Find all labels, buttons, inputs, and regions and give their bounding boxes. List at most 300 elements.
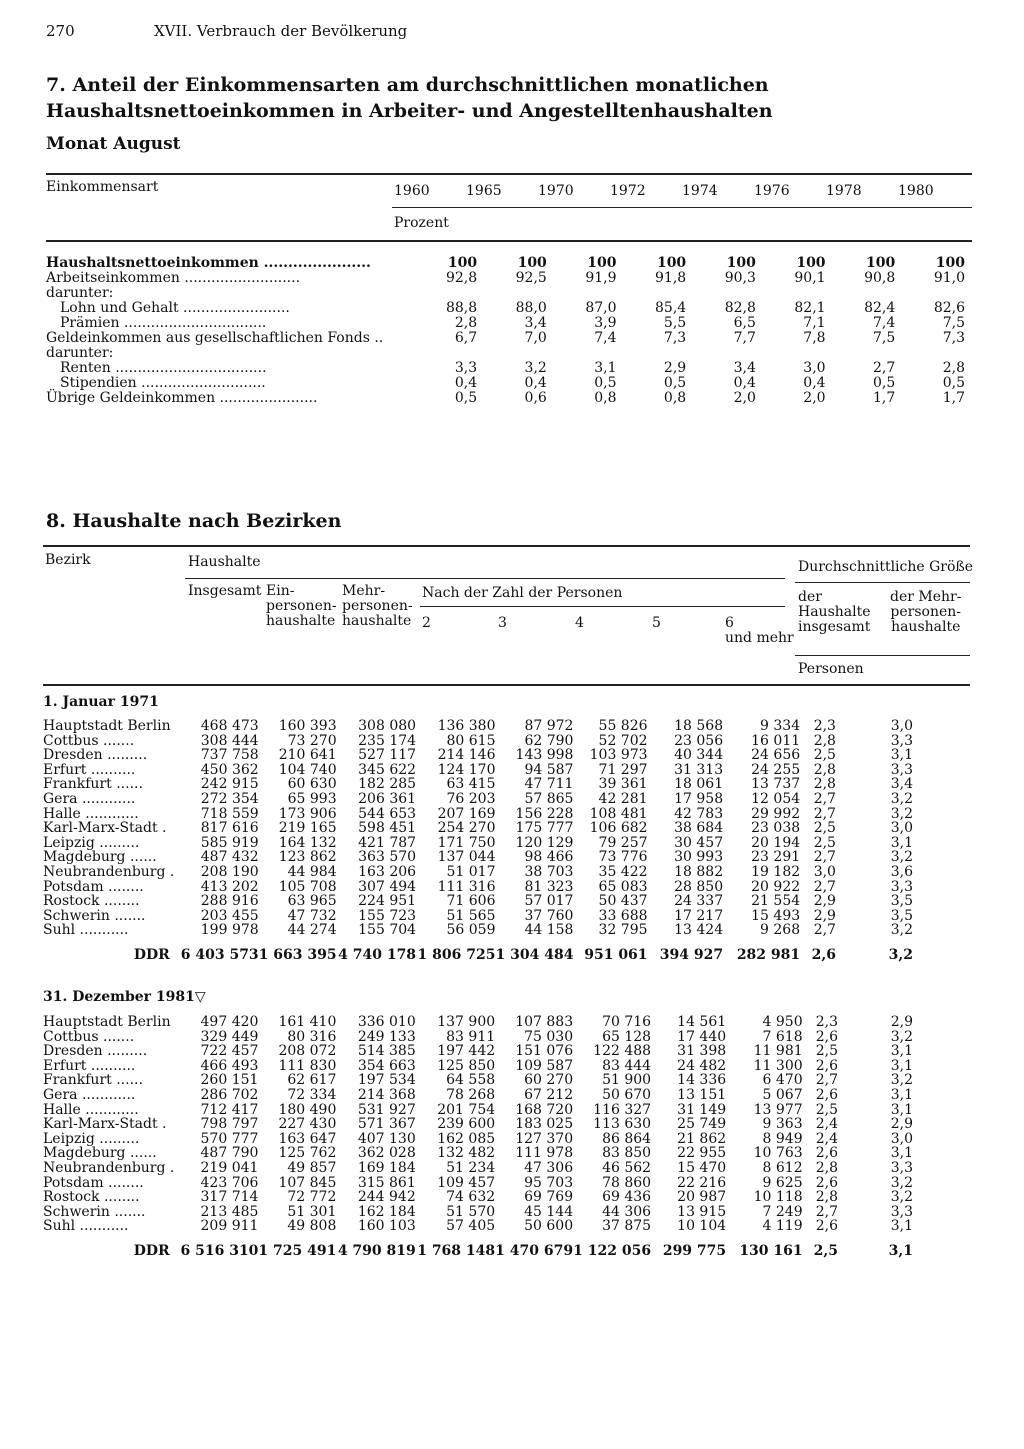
table7-cell: 7,5 [872, 330, 896, 346]
table8-cell: 107 845 [278, 1174, 337, 1191]
table8-cell: 9 268 [760, 922, 801, 939]
table8-cell: 317 714 [200, 1189, 259, 1206]
table8-cell: 78 268 [446, 1086, 496, 1103]
table8-cell: 162 184 [357, 1203, 416, 1220]
table8-bezirk-name: Schwerin ....... [43, 907, 146, 924]
table8-cell: 12 054 [751, 790, 801, 807]
table8-unit-personen: Personen [798, 661, 864, 677]
table8-cell: 24 255 [751, 761, 801, 778]
table8-cell: 3,1 [890, 834, 913, 851]
table8-cell: 1 806 725 [417, 946, 496, 963]
table8-cell: 3,0 [813, 863, 836, 880]
table8-row [43, 1015, 913, 1030]
table8-cell: 208 072 [278, 1043, 337, 1060]
table8-row [43, 1073, 913, 1088]
table7-header-rule [46, 240, 972, 242]
table8-cell: 51 900 [602, 1072, 652, 1089]
table8-cell: 29 992 [751, 805, 801, 822]
table8-cell: 260 151 [200, 1072, 259, 1089]
table8-cell: 171 750 [437, 834, 496, 851]
table8-cell: 2,4 [815, 1116, 839, 1133]
table8-cell: 718 559 [200, 805, 259, 822]
table7-cell: 82,6 [933, 300, 965, 316]
table7-cell: 88,0 [515, 300, 547, 316]
table7-cell: 100 [935, 255, 965, 271]
table7-cell: 100 [656, 255, 687, 271]
table8-cell: 2,5 [815, 1043, 839, 1060]
table7-year-1960: 1960 [394, 183, 430, 199]
table8-cell: 69 436 [602, 1189, 652, 1206]
table8-cell: 227 430 [278, 1116, 337, 1133]
table8-cell: 44 274 [287, 922, 337, 939]
table8-cell: 336 010 [357, 1014, 416, 1030]
table8-cell: 182 285 [358, 776, 417, 793]
table8-cell: 15 493 [751, 907, 801, 924]
table8-cell: 107 883 [515, 1014, 574, 1030]
table7-year-1965: 1965 [466, 183, 502, 199]
table7-cell: 91,8 [655, 270, 687, 286]
table8-cell: 160 103 [357, 1218, 416, 1235]
table8-cell: 60 630 [287, 776, 337, 793]
table8-cell: 23 291 [751, 849, 801, 866]
table8-cell: 3,1 [890, 1086, 913, 1103]
table8-persons-5: 5 [652, 615, 661, 631]
table8-persons-6: 6 und mehr [725, 615, 794, 646]
table8-cell: 2,6 [811, 946, 836, 963]
table8-cell: 3,1 [890, 1057, 913, 1074]
table8-cell: 21 554 [751, 893, 801, 910]
table8-cell: 111 978 [515, 1145, 574, 1162]
table8-col-haushalte: Haushalte [188, 554, 261, 570]
table7-cell: 100 [866, 255, 896, 271]
table7-cell: 100 [517, 255, 547, 271]
table8-cell: 51 017 [446, 863, 496, 880]
table8-cell: 125 762 [278, 1145, 337, 1162]
table8-bezirk-name: Suhl ........... [43, 922, 129, 939]
table8-cell: 18 568 [674, 718, 724, 734]
table8-row [43, 1117, 913, 1132]
table8-cell: 57 017 [524, 893, 574, 910]
table8-cell: 208 190 [200, 863, 259, 880]
table8-cell: 9 363 [762, 1116, 803, 1133]
table8-top-rule [43, 545, 970, 547]
table8-cell: 1 122 056 [573, 1242, 652, 1259]
table8-cell: 31 149 [677, 1101, 727, 1118]
table8-cell: 544 653 [358, 805, 417, 822]
table8-cell: 210 641 [278, 747, 337, 764]
table8-cell: 35 422 [598, 863, 648, 880]
table8-cell: 39 361 [598, 776, 648, 793]
table8-cell: 132 482 [437, 1145, 496, 1162]
table8-cell: 468 473 [200, 718, 259, 734]
table8-cell: 67 212 [524, 1086, 574, 1103]
table8-cell: 4 790 819 [337, 1242, 416, 1259]
table8-cell: 75 030 [524, 1028, 574, 1045]
table8-cell: 2,8 [813, 761, 836, 778]
table8-cell: 87 972 [524, 718, 574, 734]
table8-cell: 125 850 [437, 1057, 496, 1074]
table8-cell: 531 927 [357, 1101, 416, 1118]
table8-cell: 197 442 [437, 1043, 496, 1060]
table8-bezirk-name: Suhl ........... [43, 1218, 129, 1235]
table8-cell: 214 368 [357, 1086, 416, 1103]
table7-cell: 5,5 [663, 315, 687, 331]
table8-cell: 57 405 [446, 1218, 496, 1235]
table8-cell: 109 457 [437, 1174, 496, 1191]
table8-cell: 712 417 [200, 1101, 259, 1118]
table8-cell: 50 437 [598, 893, 648, 910]
table8-cell: 8 612 [762, 1159, 803, 1176]
table8-cell: 3,1 [888, 1242, 913, 1259]
table8-total-row [43, 1234, 913, 1259]
table7-unit: Prozent [394, 215, 449, 231]
table7-row [46, 346, 966, 361]
table7-cell: 0,5 [872, 375, 896, 391]
table8-cell: 63 415 [446, 776, 496, 793]
table8-cell: 168 720 [515, 1101, 574, 1118]
table7-cell: 82,1 [794, 300, 826, 316]
table8-cell: 286 702 [200, 1086, 259, 1103]
table8-bezirk-name: Karl-Marx-Stadt . [43, 1116, 167, 1133]
running-header [46, 22, 407, 40]
table8-cell: 224 951 [358, 893, 417, 910]
table7-row [46, 286, 966, 301]
table8-cell: 3,3 [890, 732, 913, 749]
table8-cell: 13 737 [751, 776, 801, 793]
table8-cell: 2,9 [890, 1014, 913, 1030]
table8-cell: 52 702 [598, 732, 648, 749]
table7-row-label: Stipendien ............................ [60, 375, 266, 391]
table8-bezirk-name: DDR [133, 1242, 170, 1259]
table8-cell: 3,5 [890, 893, 913, 910]
table7-cell: 7,0 [524, 330, 547, 346]
table8-cell: 63 965 [287, 893, 337, 910]
table8-cell: 3,0 [890, 820, 913, 837]
table8-cell: 206 361 [358, 790, 417, 807]
table7-row [46, 256, 966, 271]
table8-cell: 2,6 [815, 1057, 839, 1074]
table8-cell: 22 955 [677, 1145, 727, 1162]
table8-bezirk-name: Neubrandenburg . [43, 1159, 175, 1176]
table8-cell: 3,1 [890, 1043, 913, 1060]
table8-row [43, 777, 913, 792]
table7-cell: 3,2 [524, 360, 547, 376]
table8-cell: 44 984 [287, 863, 337, 880]
table8-cell: 3,1 [890, 1101, 913, 1118]
table8-cell: 23 056 [674, 732, 724, 749]
table8-cell: 28 850 [674, 878, 724, 895]
table8-cell: 2,6 [815, 1145, 839, 1162]
table8-cell: 47 711 [524, 776, 574, 793]
table8-cell: 308 444 [200, 732, 259, 749]
table8-cell: 127 370 [515, 1130, 574, 1147]
table7-cell: 7,8 [803, 330, 826, 346]
table8-cell: 160 393 [278, 718, 337, 734]
table8-cell: 83 850 [602, 1145, 652, 1162]
table8-cell: 155 723 [358, 907, 417, 924]
table8-cell: 49 857 [287, 1159, 337, 1176]
table8-bezirk-name: Cottbus ....... [43, 1028, 135, 1045]
table7-cell: 6,5 [733, 315, 756, 331]
table8-cell: 1 470 679 [495, 1242, 574, 1259]
table8-bezirk-name: Rostock ........ [43, 893, 140, 910]
table8-cell: 219 041 [200, 1159, 259, 1176]
table8-cell: 183 025 [515, 1116, 574, 1133]
table7-cell: 100 [726, 255, 756, 271]
table8-row [43, 1030, 913, 1045]
table8-cell: 1 768 148 [417, 1242, 496, 1259]
table8-cell: 598 451 [358, 820, 417, 837]
table8-cell: 3,6 [890, 863, 913, 880]
table8-cell: 2,7 [815, 1072, 839, 1089]
table8-cell: 130 161 [739, 1242, 803, 1259]
table8-cell: 219 165 [278, 820, 337, 837]
table7-cell: 7,4 [594, 330, 617, 346]
table8-col-ein: Ein- personen- haushalte [266, 583, 337, 629]
table8-cell: 199 978 [200, 922, 259, 939]
table8-cell: 95 703 [524, 1174, 574, 1191]
table8-cell: 108 481 [589, 805, 648, 822]
table8-cell: 20 194 [751, 834, 801, 851]
table7-cell: 82,8 [724, 300, 756, 316]
table8-cell: 3,2 [890, 1189, 913, 1206]
table8-cell: 106 682 [589, 820, 648, 837]
table8-bezirk-name: Leipzig ......... [43, 834, 140, 851]
table8-bezirk-name: Hauptstadt Berlin [43, 718, 171, 734]
table8-cell: 62 617 [287, 1072, 337, 1089]
table8-cell: 2,8 [813, 776, 836, 793]
table7-cell: 0,4 [454, 375, 478, 391]
table8-cell: 50 670 [602, 1086, 652, 1103]
table8-cell: 272 354 [200, 790, 259, 807]
table8-cell: 30 993 [674, 849, 724, 866]
table8-cell: 242 915 [200, 776, 259, 793]
table8-cell: 10 118 [753, 1189, 803, 1206]
table8-cell: 14 561 [677, 1014, 727, 1030]
table8-cell: 24 482 [677, 1057, 727, 1074]
table8-cell: 111 830 [278, 1057, 337, 1074]
table7-cell: 1,7 [872, 390, 896, 406]
table7-cell: 100 [447, 255, 478, 271]
table7-cell: 92,8 [445, 270, 478, 286]
table7-row-label: Übrige Geldeinkommen ...................... [46, 390, 318, 406]
table8-cell: 51 570 [446, 1203, 496, 1220]
table8-cell: 30 457 [674, 834, 724, 851]
table7-cell: 2,0 [803, 390, 826, 406]
table8-cell: 249 133 [357, 1028, 416, 1045]
table8-cell: 137 044 [437, 849, 496, 866]
table8-bezirk-name: Schwerin ....... [43, 1203, 146, 1220]
table8-cell: 421 787 [358, 834, 417, 851]
table8-cell: 20 987 [677, 1189, 727, 1206]
table7-cell: 90,1 [794, 270, 826, 286]
table7-cell: 3,0 [803, 360, 826, 376]
table8-cell: 2,8 [815, 1189, 839, 1206]
table8-cell: 2,8 [815, 1159, 839, 1176]
table8-cell: 2,6 [815, 1174, 839, 1191]
table8-cell: 2,7 [813, 849, 836, 866]
table7-row [46, 376, 966, 391]
table8-cell: 239 600 [437, 1116, 496, 1133]
table8-cell: 2,5 [815, 1101, 839, 1118]
table8-cell: 32 795 [598, 922, 648, 939]
table8-cell: 571 367 [357, 1116, 416, 1133]
table8-cell: 307 494 [358, 878, 417, 895]
table8-cell: 2,3 [813, 718, 836, 734]
table8-cell: 207 169 [437, 805, 496, 822]
table8-cell: 197 534 [357, 1072, 416, 1089]
table8-col-der-mehr: der Mehr- personen- haushalte [890, 589, 962, 635]
table8-cell: 24 656 [751, 747, 801, 764]
table8-cell: 209 911 [200, 1218, 259, 1235]
table8-persons-4: 4 [575, 615, 584, 631]
table7-cell: 100 [796, 255, 826, 271]
table8-cell: 25 749 [677, 1116, 727, 1133]
table8-cell: 33 688 [598, 907, 648, 924]
table8-cell: 235 174 [358, 732, 417, 749]
table7-cell: 2,0 [733, 390, 756, 406]
table8-cell: 55 826 [598, 718, 648, 734]
table8-col-mehr: Mehr- personen- haushalte [342, 583, 413, 629]
table8-cell: 14 336 [677, 1072, 727, 1089]
table8-cell: 315 861 [357, 1174, 416, 1191]
table8-cell: 51 234 [446, 1159, 496, 1176]
table8-bezirk-name: Erfurt .......... [43, 1057, 136, 1074]
table8-cell: 3,3 [890, 761, 913, 778]
table7-year-1970: 1970 [538, 183, 574, 199]
table8-cell: 213 485 [200, 1203, 259, 1220]
table8-cell: 21 862 [677, 1130, 727, 1147]
table8-bezirk-name: Rostock ........ [43, 1189, 140, 1206]
table7-row-label: Renten .................................. [60, 360, 267, 376]
table8-cell: 45 144 [524, 1203, 574, 1220]
table8-cell: 329 449 [200, 1028, 259, 1045]
table8-bezirk-name: Hauptstadt Berlin [43, 1014, 171, 1030]
table8-cell: 2,5 [813, 834, 836, 851]
table8-cell: 3,1 [890, 1218, 913, 1235]
table8-row [43, 894, 913, 909]
table7-top-rule [46, 173, 972, 175]
chapter-title: XVII. Verbrauch der Bevölkerung [154, 22, 408, 40]
table8-bezirk-name: Magdeburg ...... [43, 849, 157, 866]
table8-cell: 288 916 [200, 893, 259, 910]
table8-cell: 13 424 [674, 922, 724, 939]
table7-row [46, 331, 966, 346]
table8-cell: 13 977 [753, 1101, 803, 1118]
table8-cell: 163 647 [278, 1130, 337, 1147]
table8-cell: 9 334 [760, 718, 801, 734]
table7-cell: 88,8 [445, 300, 478, 316]
table8-cell: 1 725 491 [258, 1242, 337, 1259]
table8-rule-durch [795, 582, 970, 583]
table8-cell: 72 772 [287, 1189, 337, 1206]
table7-row-label: Haushaltsnettoeinkommen ...................... [46, 255, 371, 271]
table7-cell: 0,4 [733, 375, 756, 391]
table8-cell: 16 011 [751, 732, 801, 749]
table8-bezirk-name: Dresden ......... [43, 1043, 148, 1060]
table8-cell: 3,2 [890, 1072, 913, 1089]
table8-cell: 2,5 [813, 1242, 839, 1259]
table8-cell: 13 915 [677, 1203, 727, 1220]
table8-bezirk-name: Magdeburg ...... [43, 1145, 157, 1162]
table8-rule-personen [795, 655, 970, 656]
table8-row [43, 1219, 913, 1234]
table8-bezirk-name: Neubrandenburg . [43, 863, 175, 880]
table7-cell: 7,3 [942, 330, 965, 346]
table8-cell: 64 558 [446, 1072, 496, 1089]
table7-row-label: darunter: [46, 285, 114, 301]
table8-bezirk-name: Potsdam ........ [43, 1174, 144, 1191]
table8-col-der-hh: der Haushalte insgesamt [798, 589, 871, 635]
table8-cell: 951 061 [584, 946, 648, 963]
table8-cell: 163 206 [358, 863, 417, 880]
table8-bezirk-name: DDR [133, 946, 170, 963]
table7-cell: 0,4 [803, 375, 826, 391]
table8-cell: 51 565 [446, 907, 496, 924]
table8-cell: 4 740 178 [338, 946, 417, 963]
table8-cell: 362 028 [357, 1145, 416, 1162]
table8-cell: 70 716 [602, 1014, 652, 1030]
table8-cell: 2,7 [813, 790, 836, 807]
table8-cell: 1 304 484 [495, 946, 574, 963]
table8-cell: 73 776 [598, 849, 648, 866]
table8-total-row [43, 938, 913, 963]
table8-row [43, 1103, 913, 1118]
table7-cell: 7,3 [663, 330, 687, 346]
table8-row [43, 1190, 913, 1205]
table7-cell: 2,8 [454, 315, 478, 331]
table7-cell: 0,5 [454, 390, 478, 406]
table8-cell: 83 444 [602, 1057, 652, 1074]
table8-cell: 3,3 [890, 1203, 913, 1220]
table8-cell: 244 942 [357, 1189, 416, 1206]
table8-cell: 98 466 [524, 849, 574, 866]
table8-cell: 2,9 [813, 907, 836, 924]
table8-cell: 4 119 [762, 1218, 803, 1235]
table8-cell: 24 337 [674, 893, 724, 910]
table8-cell: 3,1 [890, 1145, 913, 1162]
table8-cell: 151 076 [515, 1043, 574, 1060]
table8-row [43, 719, 913, 734]
table7-title: 7. Anteil der Einkommensarten am durchschnittlichen monatlichen Haushaltsnettoeinkommen in Arbeiter- und Angestelltenhaushalten [46, 74, 773, 122]
table8-cell: 18 882 [674, 863, 724, 880]
table8-cell: 60 270 [524, 1072, 574, 1089]
table7-cell: 0,5 [594, 375, 617, 391]
table8-cell: 2,6 [815, 1218, 839, 1235]
table8-cell: 6 470 [762, 1072, 803, 1089]
table8-cell: 136 380 [437, 718, 496, 734]
table8-cell: 7 249 [762, 1203, 803, 1220]
table8-cell: 164 132 [278, 834, 337, 851]
table8-cell: 527 117 [358, 747, 417, 764]
table8-cell: 155 704 [358, 922, 417, 939]
table8-cell: 497 420 [200, 1014, 259, 1030]
table8-cell: 105 708 [278, 878, 337, 895]
table7-cell: 3,4 [524, 315, 547, 331]
table8-cell: 722 457 [200, 1043, 259, 1060]
table7-cell: 82,4 [864, 300, 896, 316]
table8-cell: 345 622 [358, 761, 417, 778]
table8-cell: 83 911 [446, 1028, 496, 1045]
table8-cell: 44 158 [524, 922, 574, 939]
table7-row-label: Lohn und Gehalt ........................ [60, 300, 290, 316]
table8-row [43, 850, 913, 865]
table8-cell: 2,7 [813, 805, 836, 822]
table8-col-insgesamt: Insgesamt [188, 583, 262, 599]
table8-cell: 10 104 [677, 1218, 727, 1235]
table8-col-nach: Nach der Zahl der Personen [422, 585, 623, 601]
table7-year-1980: 1980 [898, 183, 934, 199]
